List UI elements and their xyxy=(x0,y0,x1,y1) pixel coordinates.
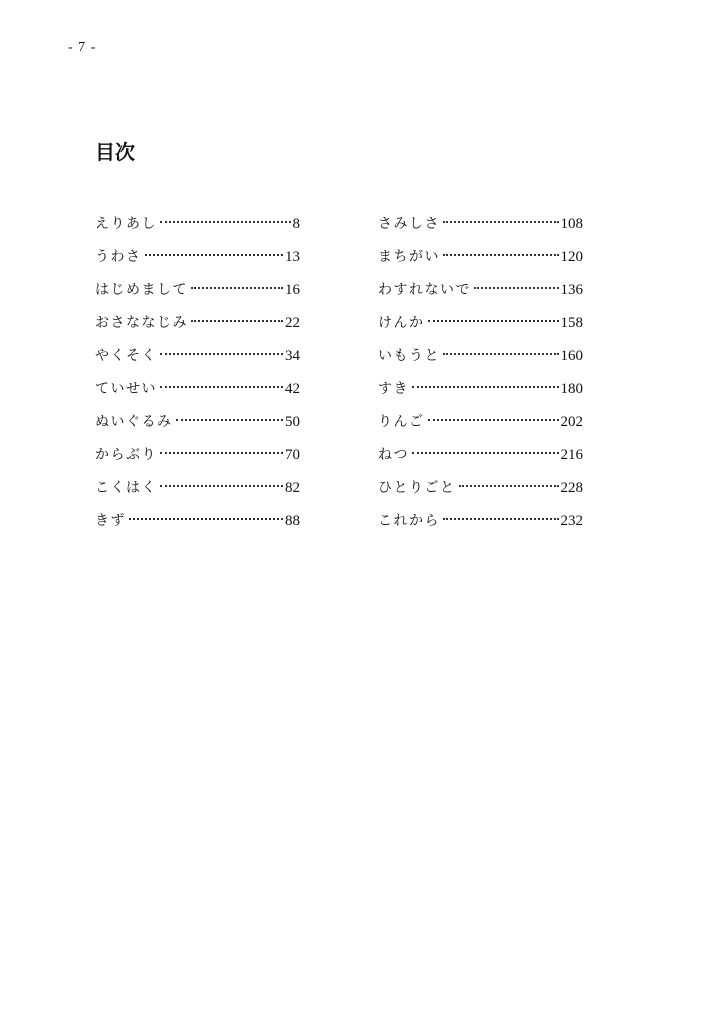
toc-entry-page: 13 xyxy=(285,249,300,265)
toc-entry[interactable] xyxy=(95,406,300,439)
toc-entry[interactable] xyxy=(95,505,300,538)
toc-entry[interactable] xyxy=(95,241,300,274)
dot-leader xyxy=(474,287,559,289)
dot-leader xyxy=(176,419,284,421)
toc-entry-page: 108 xyxy=(560,216,583,232)
toc-entry[interactable] xyxy=(378,406,583,439)
dot-leader xyxy=(191,320,283,322)
toc-entry-page: 22 xyxy=(285,315,300,331)
dot-leader xyxy=(443,221,559,223)
toc-entry-title: まちがい xyxy=(378,249,440,265)
toc-entry-page: 216 xyxy=(560,447,583,463)
toc-entry-page: 228 xyxy=(560,480,583,496)
dot-leader xyxy=(160,353,283,355)
toc-entry[interactable] xyxy=(378,241,583,274)
toc-entry[interactable] xyxy=(378,274,583,307)
dot-leader xyxy=(428,320,559,322)
toc-entry-title: やくそく xyxy=(95,348,157,364)
toc-entry[interactable] xyxy=(95,274,300,307)
toc-entry[interactable] xyxy=(378,472,583,505)
toc-entry[interactable] xyxy=(378,439,583,472)
toc-entry-title: ていせい xyxy=(95,381,157,397)
toc-entry[interactable] xyxy=(95,208,300,241)
toc-entry[interactable] xyxy=(95,439,300,472)
toc-entry-title: りんご xyxy=(378,414,425,430)
dot-leader xyxy=(160,452,283,454)
dot-leader xyxy=(428,419,559,421)
toc-entry-title: こくはく xyxy=(95,480,157,496)
toc-entry[interactable] xyxy=(378,505,583,538)
toc-entry-page: 158 xyxy=(560,315,583,331)
toc-entry[interactable] xyxy=(95,340,300,373)
toc-entry-page: 232 xyxy=(560,513,583,529)
toc-entry-title: きず xyxy=(95,513,126,529)
toc-entry-title: はじめまして xyxy=(95,282,188,298)
toc-entry-title: すき xyxy=(378,381,409,397)
toc-entry[interactable] xyxy=(378,373,583,406)
toc-entry-title: おさななじみ xyxy=(95,315,188,331)
dot-leader xyxy=(129,518,283,520)
dot-leader xyxy=(160,485,283,487)
toc-entry-page: 70 xyxy=(285,447,300,463)
dot-leader xyxy=(160,386,283,388)
toc-entry-title: これから xyxy=(378,513,440,529)
toc-entry-title: いもうと xyxy=(378,348,440,364)
dot-leader xyxy=(443,518,559,520)
toc-entry-title: からぶり xyxy=(95,447,157,463)
toc-entry[interactable] xyxy=(378,340,583,373)
toc-entry-title: うわさ xyxy=(95,249,142,265)
toc-entry-page: 8 xyxy=(292,216,300,232)
toc-entry-title: ねつ xyxy=(378,447,409,463)
toc-right-column xyxy=(378,208,583,538)
toc-entry-page: 42 xyxy=(285,381,300,397)
toc-entry-title: えりあし xyxy=(95,216,157,232)
page-number: - 7 - xyxy=(68,40,97,55)
dot-leader xyxy=(412,452,559,454)
toc-entry-title: わすれないで xyxy=(378,282,471,298)
toc-entry[interactable] xyxy=(378,307,583,340)
toc-entry-title: けんか xyxy=(378,315,425,331)
toc-entry[interactable] xyxy=(378,208,583,241)
dot-leader xyxy=(160,221,291,223)
toc-entry[interactable] xyxy=(95,307,300,340)
toc-entry-page: 88 xyxy=(285,513,300,529)
toc-entry[interactable] xyxy=(95,373,300,406)
toc-entry-page: 160 xyxy=(560,348,583,364)
toc-entry-title: ひとりごと xyxy=(378,480,456,496)
toc-entry-page: 136 xyxy=(560,282,583,298)
toc-entry-title: さみしさ xyxy=(378,216,440,232)
toc-entry-page: 82 xyxy=(285,480,300,496)
toc-entry[interactable] xyxy=(95,472,300,505)
dot-leader xyxy=(443,353,559,355)
dot-leader xyxy=(145,254,284,256)
toc-entry-page: 120 xyxy=(560,249,583,265)
toc-entry-page: 50 xyxy=(285,414,300,430)
dot-leader xyxy=(191,287,283,289)
dot-leader xyxy=(459,485,559,487)
toc-left-column xyxy=(95,208,300,538)
toc-entry-page: 16 xyxy=(285,282,300,298)
toc-entry-page: 180 xyxy=(560,381,583,397)
toc-entry-page: 202 xyxy=(560,414,583,430)
dot-leader xyxy=(443,254,559,256)
dot-leader xyxy=(412,386,559,388)
toc-entry-page: 34 xyxy=(285,348,300,364)
page-title: 目次 xyxy=(95,140,135,164)
toc-entry-title: ぬいぐるみ xyxy=(95,414,173,430)
